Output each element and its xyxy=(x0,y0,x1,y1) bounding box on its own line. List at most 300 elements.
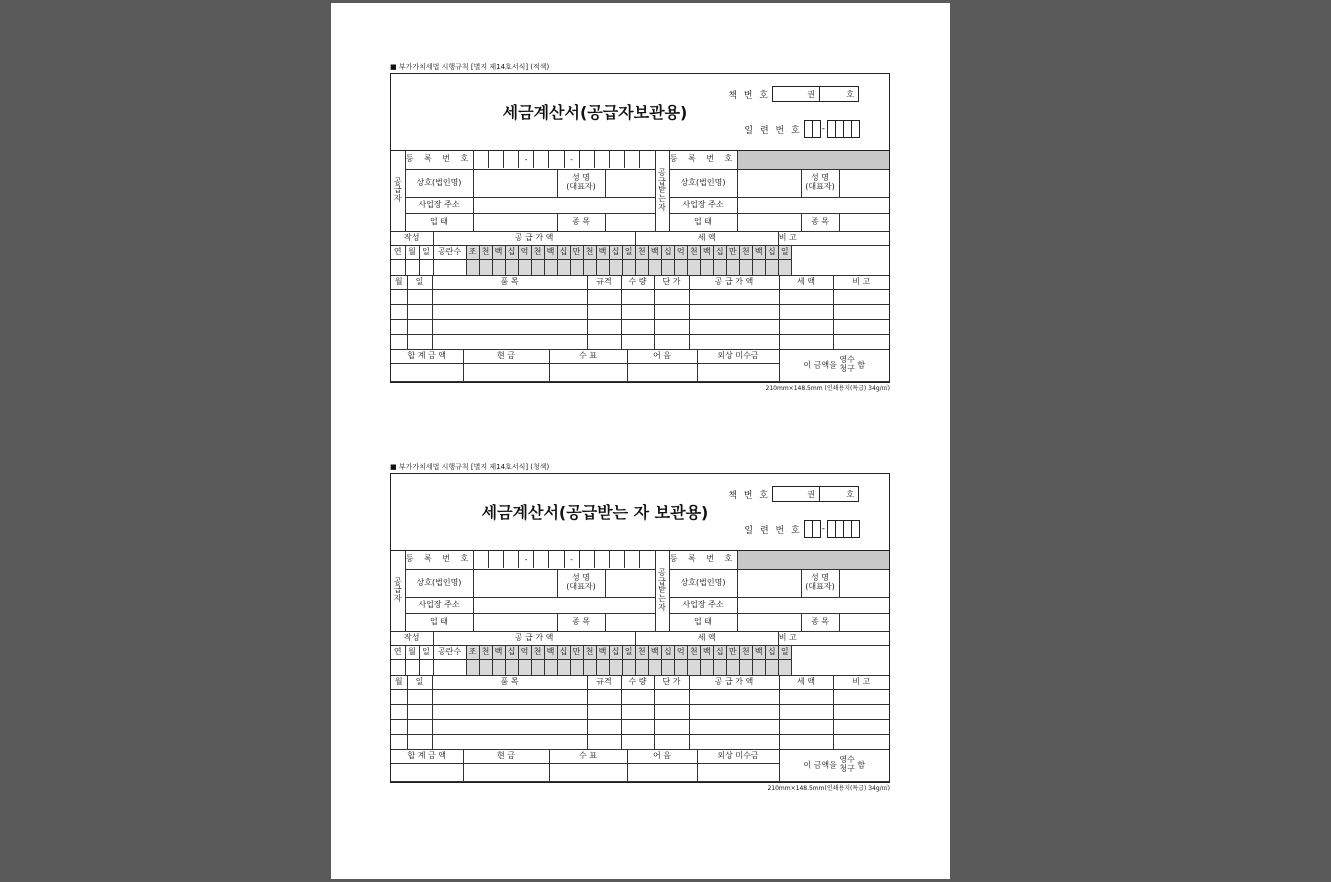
book-unit-volume: 권 xyxy=(807,489,815,499)
supplier-address-field[interactable] xyxy=(473,197,655,213)
supply-unit-label: 일 xyxy=(622,646,635,660)
supply-unit-label: 만 xyxy=(570,646,583,660)
amount-table xyxy=(391,632,889,677)
buyer-company-field[interactable] xyxy=(737,169,801,197)
tax-unit-label: 백 xyxy=(648,246,661,260)
col-spec: 규격 xyxy=(587,676,621,689)
tax-digit-field[interactable] xyxy=(765,660,778,676)
supplier-name-field[interactable] xyxy=(605,569,655,597)
table-row xyxy=(391,704,889,719)
supply-unit-label: 십 xyxy=(609,246,622,260)
supply-digit-field[interactable] xyxy=(492,260,505,276)
tax-unit-label: 십 xyxy=(661,646,674,660)
table-row xyxy=(391,334,889,349)
tax-unit-label: 만 xyxy=(726,246,739,260)
cash-field[interactable] xyxy=(463,764,549,782)
tax-digit-field[interactable] xyxy=(661,660,674,676)
supplier-address-label: 사업장 주소 xyxy=(405,197,473,213)
supply-value-label: 공 급 가 액 xyxy=(433,632,635,646)
items-table xyxy=(391,676,889,750)
serial-dash: - xyxy=(821,524,825,534)
tax-digit-field[interactable] xyxy=(635,260,648,276)
supply-unit-label: 십 xyxy=(557,646,570,660)
tax-digit-field[interactable] xyxy=(739,260,752,276)
reg-no-cell[interactable] xyxy=(580,551,595,568)
tax-unit-label: 천 xyxy=(635,246,648,260)
tax-unit-label: 일 xyxy=(778,646,791,660)
tax-digit-field[interactable] xyxy=(713,260,726,276)
supply-unit-label: 백 xyxy=(492,646,505,660)
tax-digit-field[interactable] xyxy=(752,260,765,276)
blank-count-field[interactable] xyxy=(433,260,466,276)
buyer-address-field[interactable] xyxy=(737,597,889,613)
bill-field[interactable] xyxy=(627,764,697,782)
tax-digit-field[interactable] xyxy=(765,260,778,276)
supplier-company-label: 상호(법인명) xyxy=(405,169,473,197)
buyer-name-field[interactable] xyxy=(839,569,889,597)
buyer-reg-no-label: 등 록 번 호 xyxy=(669,551,737,569)
serial-number-label: 일 련 번 호 xyxy=(744,125,802,136)
check-field[interactable] xyxy=(549,764,627,782)
credit-label: 외상 미수금 xyxy=(697,750,779,764)
tax-digit-field[interactable] xyxy=(687,660,700,676)
written-date-label: 작성 xyxy=(391,232,433,246)
serial-cells-a[interactable] xyxy=(804,520,820,538)
year-field[interactable] xyxy=(391,660,405,676)
book-unit-volume: 권 xyxy=(807,89,815,99)
supply-digit-field[interactable] xyxy=(583,260,596,276)
month-label: 월 xyxy=(405,246,419,260)
col-tax: 세 액 xyxy=(779,276,833,289)
form-note: ■ 부가가치세법 시행규칙 [별지 제14호서식] (청색) xyxy=(390,463,550,471)
cash-field[interactable] xyxy=(463,364,549,382)
tax-digit-field[interactable] xyxy=(713,660,726,676)
remarks-label: 비 고 xyxy=(778,632,791,646)
tax-digit-field[interactable] xyxy=(778,260,791,276)
supplier-company-field[interactable] xyxy=(473,169,557,197)
supply-digit-field[interactable] xyxy=(531,260,544,276)
supply-unit-label: 백 xyxy=(544,246,557,260)
reg-no-cell[interactable] xyxy=(534,551,549,568)
col-day: 일 xyxy=(407,276,432,289)
supply-digit-field[interactable] xyxy=(609,660,622,676)
receipt-option[interactable]: 영수 xyxy=(839,355,855,365)
col-price: 단 가 xyxy=(654,276,689,289)
party-table xyxy=(391,551,889,632)
supplier-address-label: 사업장 주소 xyxy=(405,597,473,613)
col-item: 품 목 xyxy=(432,676,587,689)
reg-no-cell[interactable] xyxy=(580,151,595,168)
reg-cells xyxy=(474,151,655,168)
tax-amount-label: 세 액 xyxy=(635,232,778,246)
col-day: 일 xyxy=(407,676,432,689)
year-label: 연 xyxy=(391,246,405,260)
buyer-item-type-label: 종 목 xyxy=(801,613,839,631)
supply-digit-field[interactable] xyxy=(531,660,544,676)
supplier-business-label: 업 태 xyxy=(405,213,473,231)
supply-unit-label: 십 xyxy=(609,646,622,660)
supply-unit-label: 만 xyxy=(570,246,583,260)
cash-label: 현 금 xyxy=(463,750,549,764)
name-label-top: 성 명 xyxy=(572,573,590,583)
supplier-side-label: 공급자 xyxy=(391,551,405,631)
party-table xyxy=(391,151,889,232)
supply-unit-label: 억 xyxy=(518,646,531,660)
reg-no-cell[interactable] xyxy=(474,551,489,568)
reg-no-cell[interactable] xyxy=(489,151,504,168)
buyer-side-label: 공급받는자 xyxy=(655,151,669,231)
col-qty: 수 량 xyxy=(621,676,654,689)
receipt-pre: 이 금액을 xyxy=(803,760,837,770)
supply-digit-field[interactable] xyxy=(557,260,570,276)
supplier-name-label xyxy=(557,169,605,197)
tax-digit-field[interactable] xyxy=(648,660,661,676)
buyer-business-label: 업 태 xyxy=(669,613,737,631)
supply-unit-label: 백 xyxy=(492,246,505,260)
serial-cells-b[interactable] xyxy=(827,120,859,138)
name-label-bottom: (대표자) xyxy=(566,582,596,591)
tax-digit-field[interactable] xyxy=(635,660,648,676)
serial-cells-b[interactable] xyxy=(827,520,859,538)
buyer-name-label xyxy=(801,569,839,597)
invoice-box xyxy=(390,73,890,383)
receipt-claim-statement xyxy=(779,750,889,782)
tax-unit-label: 일 xyxy=(778,246,791,260)
reg-no-cell[interactable] xyxy=(640,151,654,168)
supply-value-label: 공 급 가 액 xyxy=(433,232,635,246)
book-number-box[interactable] xyxy=(772,86,859,102)
blank-count-label: 공란수 xyxy=(433,646,466,660)
totals-table xyxy=(391,750,889,783)
buyer-address-label: 사업장 주소 xyxy=(669,197,737,213)
invoice-title: 세금계산서(공급받는 자 보관용) xyxy=(481,503,709,522)
bill-field[interactable] xyxy=(627,364,697,382)
tax-unit-label: 백 xyxy=(648,646,661,660)
tax-unit-label: 억 xyxy=(674,646,687,660)
supply-digit-field[interactable] xyxy=(479,260,492,276)
items-table xyxy=(391,276,889,350)
supplier-item-type-field[interactable] xyxy=(605,613,655,631)
tax-unit-label: 십 xyxy=(765,646,778,660)
reg-no-cell[interactable] xyxy=(549,151,564,168)
remarks-field[interactable] xyxy=(791,246,889,276)
written-date-label: 작성 xyxy=(391,632,433,646)
total-amount-label: 합 계 금 액 xyxy=(391,750,463,764)
tax-unit-label: 천 xyxy=(739,646,752,660)
supply-unit-label: 천 xyxy=(479,646,492,660)
receipt-post: 함 xyxy=(857,360,866,370)
check-field[interactable] xyxy=(549,364,627,382)
col-month: 월 xyxy=(391,676,407,689)
reg-no-cell[interactable] xyxy=(595,151,610,168)
supply-digit-field[interactable] xyxy=(466,660,479,676)
book-number-box[interactable] xyxy=(772,486,859,502)
total-amount-field[interactable] xyxy=(391,764,463,782)
serial-cells-a[interactable] xyxy=(804,120,820,138)
tax-unit-label: 억 xyxy=(674,246,687,260)
tax-unit-label: 백 xyxy=(752,246,765,260)
year-field[interactable] xyxy=(391,260,405,276)
reg-no-cell[interactable] xyxy=(474,151,489,168)
reg-no-dash: - xyxy=(519,551,534,568)
tax-digit-field[interactable] xyxy=(726,660,739,676)
supply-digit-field[interactable] xyxy=(570,660,583,676)
supplier-name-field[interactable] xyxy=(605,169,655,197)
supplier-business-label: 업 태 xyxy=(405,613,473,631)
day-label: 일 xyxy=(419,246,433,260)
tax-unit-label: 백 xyxy=(700,646,713,660)
tax-digit-field[interactable] xyxy=(739,660,752,676)
supply-unit-label: 천 xyxy=(583,246,596,260)
tax-unit-label: 천 xyxy=(739,246,752,260)
supplier-company-field[interactable] xyxy=(473,569,557,597)
supplier-name-label xyxy=(557,569,605,597)
total-amount-field[interactable] xyxy=(391,364,463,382)
blank-count-field[interactable] xyxy=(433,660,466,676)
credit-field[interactable] xyxy=(697,764,779,782)
reg-no-cell[interactable] xyxy=(610,151,625,168)
document-page xyxy=(331,3,950,879)
tax-invoice-form-supplier-copy xyxy=(390,61,890,394)
supply-digit-field[interactable] xyxy=(544,660,557,676)
tax-amount-label: 세 액 xyxy=(635,632,778,646)
supply-digit-field[interactable] xyxy=(570,260,583,276)
buyer-item-type-field[interactable] xyxy=(839,613,889,631)
supply-digit-field[interactable] xyxy=(466,260,479,276)
col-qty: 수 량 xyxy=(621,276,654,289)
name-label-top: 성 명 xyxy=(572,173,590,183)
day-label: 일 xyxy=(419,646,433,660)
supplier-reg-no-cells[interactable] xyxy=(473,151,655,169)
buyer-name-field[interactable] xyxy=(839,169,889,197)
supply-unit-label: 억 xyxy=(518,246,531,260)
supplier-item-type-field[interactable] xyxy=(605,213,655,231)
name-label-bottom: (대표자) xyxy=(805,582,835,591)
reg-no-cell[interactable] xyxy=(504,151,519,168)
buyer-reg-no-field[interactable] xyxy=(737,551,889,569)
receipt-claim-statement xyxy=(779,350,889,382)
tax-digit-field[interactable] xyxy=(687,260,700,276)
supply-digit-field[interactable] xyxy=(505,660,518,676)
tax-digit-field[interactable] xyxy=(752,660,765,676)
tax-invoice-form-buyer-copy xyxy=(390,461,890,794)
amount-table xyxy=(391,232,889,277)
reg-no-cell[interactable] xyxy=(625,151,640,168)
buyer-reg-no-field[interactable] xyxy=(737,151,889,169)
tax-digit-field[interactable] xyxy=(700,660,713,676)
tax-unit-label: 백 xyxy=(700,246,713,260)
tax-digit-field[interactable] xyxy=(661,260,674,276)
supplier-reg-no-cells[interactable] xyxy=(473,551,655,569)
buyer-address-field[interactable] xyxy=(737,197,889,213)
supplier-address-field[interactable] xyxy=(473,597,655,613)
buyer-business-label: 업 태 xyxy=(669,213,737,231)
book-number xyxy=(728,486,859,502)
supplier-item-type-label: 종 목 xyxy=(557,613,605,631)
supply-unit-label: 십 xyxy=(557,246,570,260)
supplier-reg-no-label: 등 록 번 호 xyxy=(405,151,473,169)
bill-label: 어 음 xyxy=(627,350,697,364)
col-note: 비 고 xyxy=(833,676,889,689)
remarks-label: 비 고 xyxy=(778,232,791,246)
col-month: 월 xyxy=(391,276,407,289)
tax-unit-label: 십 xyxy=(713,246,726,260)
claim-option[interactable]: 청구 xyxy=(839,364,855,374)
credit-field[interactable] xyxy=(697,364,779,382)
supply-unit-label: 천 xyxy=(583,646,596,660)
total-amount-label: 합 계 금 액 xyxy=(391,350,463,364)
supply-unit-label: 천 xyxy=(479,246,492,260)
tax-unit-label: 만 xyxy=(726,646,739,660)
col-spec: 규격 xyxy=(587,276,621,289)
supplier-reg-no-label: 등 록 번 호 xyxy=(405,551,473,569)
check-label: 수 표 xyxy=(549,350,627,364)
buyer-company-label: 상호(법인명) xyxy=(669,569,737,597)
name-label-top: 성 명 xyxy=(811,173,830,183)
buyer-company-field[interactable] xyxy=(737,569,801,597)
reg-no-cell[interactable] xyxy=(504,551,519,568)
tax-unit-label: 십 xyxy=(661,246,674,260)
reg-no-cell[interactable] xyxy=(610,551,625,568)
reg-no-dash: - xyxy=(565,551,580,568)
reg-no-cell[interactable] xyxy=(549,551,564,568)
reg-no-cell[interactable] xyxy=(640,551,654,568)
month-label: 월 xyxy=(405,646,419,660)
day-field[interactable] xyxy=(419,660,433,676)
supply-digit-field[interactable] xyxy=(544,260,557,276)
reg-no-cell[interactable] xyxy=(595,551,610,568)
supply-unit-label: 천 xyxy=(531,246,544,260)
tax-digit-field[interactable] xyxy=(674,660,687,676)
col-supply-value: 공 급 가 액 xyxy=(689,676,779,689)
supply-unit-label: 조 xyxy=(466,246,479,260)
tax-unit-label: 십 xyxy=(765,246,778,260)
tax-unit-label: 백 xyxy=(752,646,765,660)
reg-no-cell[interactable] xyxy=(625,551,640,568)
tax-unit-label: 천 xyxy=(635,646,648,660)
receipt-option[interactable]: 영수 xyxy=(839,755,855,765)
buyer-business-field[interactable] xyxy=(737,613,801,631)
tax-digit-field[interactable] xyxy=(648,260,661,276)
buyer-side-label: 공급받는자 xyxy=(655,551,669,631)
supply-unit-label: 십 xyxy=(505,646,518,660)
col-item: 품 목 xyxy=(432,276,587,289)
supply-digit-field[interactable] xyxy=(557,660,570,676)
invoice-box xyxy=(390,473,890,783)
table-row xyxy=(391,689,889,704)
supplier-side-label: 공급자 xyxy=(391,151,405,231)
supplier-company-label: 상호(법인명) xyxy=(405,569,473,597)
supply-digit-field[interactable] xyxy=(479,660,492,676)
tax-unit-label: 천 xyxy=(687,246,700,260)
supply-unit-label: 백 xyxy=(596,246,609,260)
blank-count-label: 공란수 xyxy=(433,246,466,260)
col-supply-value: 공 급 가 액 xyxy=(689,276,779,289)
name-label-bottom: (대표자) xyxy=(566,182,596,191)
supplier-business-field[interactable] xyxy=(473,613,557,631)
reg-no-cell[interactable] xyxy=(489,551,504,568)
supply-unit-label: 백 xyxy=(544,646,557,660)
reg-no-dash: - xyxy=(565,151,580,168)
cash-label: 현 금 xyxy=(463,350,549,364)
serial-dash: - xyxy=(821,124,825,134)
supply-digit-field[interactable] xyxy=(505,260,518,276)
supply-digit-field[interactable] xyxy=(622,660,635,676)
table-row xyxy=(391,734,889,749)
table-row xyxy=(391,719,889,734)
col-note: 비 고 xyxy=(833,276,889,289)
buyer-business-field[interactable] xyxy=(737,213,801,231)
totals-table xyxy=(391,350,889,383)
paper-size-footnote: 210mm×148.5mm (인쇄용지(특급) 34g/㎡) xyxy=(765,385,890,392)
table-row xyxy=(391,304,889,319)
paper-size-footnote: 210mm×148.5mm(인쇄용지(특급) 34g/㎡) xyxy=(767,785,890,792)
credit-label: 외상 미수금 xyxy=(697,350,779,364)
supplier-item-type-label: 종 목 xyxy=(557,213,605,231)
supply-digit-field[interactable] xyxy=(518,260,531,276)
name-label-top: 성 명 xyxy=(811,573,830,583)
table-row xyxy=(391,319,889,334)
bill-label: 어 음 xyxy=(627,750,697,764)
buyer-item-type-field[interactable] xyxy=(839,213,889,231)
book-number xyxy=(728,86,859,102)
supply-digit-field[interactable] xyxy=(583,660,596,676)
serial-number xyxy=(744,520,859,538)
tax-digit-field[interactable] xyxy=(778,660,791,676)
supply-digit-field[interactable] xyxy=(492,660,505,676)
book-number-label: 책 번 호 xyxy=(728,490,770,501)
invoice-title: 세금계산서(공급자보관용) xyxy=(502,103,688,122)
supply-digit-field[interactable] xyxy=(518,660,531,676)
form-note: ■ 부가가치세법 시행규칙 [별지 제14호서식] (적색) xyxy=(390,63,550,71)
tax-digit-field[interactable] xyxy=(700,260,713,276)
year-label: 연 xyxy=(391,646,405,660)
supply-unit-label: 천 xyxy=(531,646,544,660)
invoice-header xyxy=(391,74,889,151)
col-price: 단 가 xyxy=(654,676,689,689)
tax-digit-field[interactable] xyxy=(674,260,687,276)
table-row xyxy=(391,289,889,304)
supply-unit-label: 십 xyxy=(505,246,518,260)
supply-digit-field[interactable] xyxy=(622,260,635,276)
name-label-bottom: (대표자) xyxy=(805,182,835,191)
month-field[interactable] xyxy=(405,260,419,276)
remarks-field[interactable] xyxy=(791,646,889,676)
supply-digit-field[interactable] xyxy=(609,260,622,276)
buyer-name-label xyxy=(801,169,839,197)
tax-unit-label: 십 xyxy=(713,646,726,660)
tax-unit-label: 천 xyxy=(687,646,700,660)
month-field[interactable] xyxy=(405,660,419,676)
receipt-pre: 이 금액을 xyxy=(803,360,837,370)
tax-digit-field[interactable] xyxy=(726,260,739,276)
check-label: 수 표 xyxy=(549,750,627,764)
reg-no-dash: - xyxy=(519,151,534,168)
supply-digit-field[interactable] xyxy=(596,660,609,676)
buyer-address-label: 사업장 주소 xyxy=(669,597,737,613)
supply-digit-field[interactable] xyxy=(596,260,609,276)
reg-cells xyxy=(474,551,655,568)
supply-unit-label: 일 xyxy=(622,246,635,260)
day-field[interactable] xyxy=(419,260,433,276)
claim-option[interactable]: 청구 xyxy=(839,764,855,774)
book-unit-number: 호 xyxy=(846,489,854,499)
reg-no-cell[interactable] xyxy=(534,151,549,168)
book-unit-number: 호 xyxy=(846,89,854,99)
supplier-business-field[interactable] xyxy=(473,213,557,231)
buyer-reg-no-label: 등 록 번 호 xyxy=(669,151,737,169)
buyer-company-label: 상호(법인명) xyxy=(669,169,737,197)
